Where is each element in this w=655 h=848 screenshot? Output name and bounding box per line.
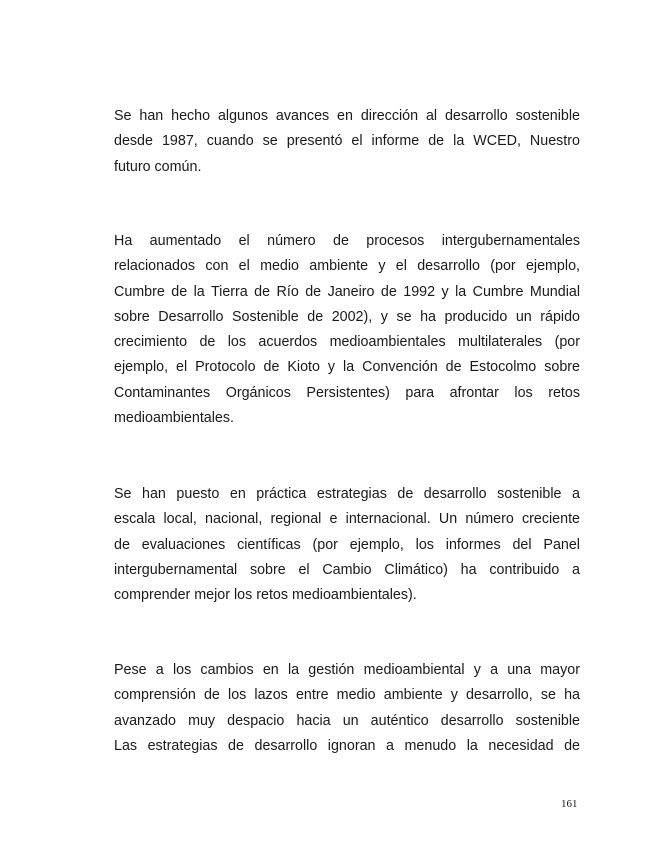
text-line: de evaluaciones científicas (por ejemplo, los informes del Panel (114, 536, 580, 553)
page-number: 161 (561, 798, 578, 810)
text-line: escala local, nacional, regional e internacional. Un número creciente (114, 511, 580, 528)
text-line: Las estrategias de desarrollo ignoran a menudo la necesidad de (114, 737, 580, 754)
paragraph-3 (114, 482, 580, 608)
text-line: crecimiento de los acuerdos medioambientales multilaterales (por (114, 334, 580, 351)
paragraph-1 (114, 104, 580, 180)
text-line: desde 1987, cuando se presentó el informe de la WCED, Nuestro (114, 133, 580, 150)
text-line: avanzado muy despacio hacia un auténtico desarrollo sostenible (114, 712, 580, 729)
text-line: Se han hecho algunos avances en dirección al desarrollo sostenible (114, 108, 580, 124)
text-line: Pese a los cambios en la gestión medioambiental y a una mayor (114, 662, 580, 678)
text-line: relacionados con el medio ambiente y el desarrollo (por ejemplo, (114, 258, 580, 275)
text-line: sobre Desarrollo Sostenible de 2002), y se ha producido un rápido (114, 308, 580, 325)
text-line: Ha aumentado el número de procesos intergubernamentales (114, 233, 580, 249)
text-line: medioambientales. (114, 410, 235, 427)
text-line: comprender mejor los retos medioambientales). (114, 587, 417, 604)
paragraph-2 (114, 229, 580, 431)
text-line: comprensión de los lazos entre medio ambiente y desarrollo, se ha (114, 687, 580, 704)
text-line: futuro común. (114, 158, 202, 175)
paragraph-4 (114, 658, 580, 759)
text-line: intergubernamental sobre el Cambio Climático) ha contribuido a (114, 561, 580, 578)
text-line: Cumbre de la Tierra de Río de Janeiro de 1992 y la Cumbre Mundial (114, 283, 580, 300)
text-line: Se han puesto en práctica estrategias de desarrollo sostenible a (114, 486, 580, 502)
text-line: Contaminantes Orgánicos Persistentes) para afrontar los retos (114, 384, 580, 401)
text-line: ejemplo, el Protocolo de Kioto y la Convención de Estocolmo sobre (114, 359, 580, 376)
